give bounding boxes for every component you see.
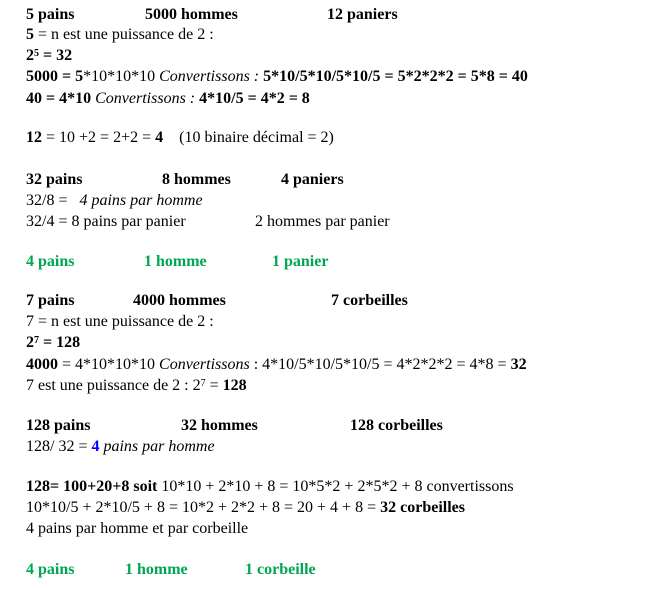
s1-header-hommes: 5000 hommes xyxy=(145,6,238,23)
s4-128-a: 128= 100+20+8 soit xyxy=(26,478,158,495)
s3-line-4000 xyxy=(26,355,527,375)
s3-7power-a: 7 est une puissance de 2 : 2 xyxy=(26,377,201,394)
s2-line-div4 xyxy=(26,212,186,232)
s3-4000-result: 32 xyxy=(510,356,527,373)
s4-header-corb: 128 corbeilles xyxy=(350,417,443,434)
s1-5000-a: 5000 = 5 xyxy=(26,68,84,85)
s1-5000-b: *10*10*10 xyxy=(83,68,160,85)
s3-line-power: 7 = n est une puissance de 2 : xyxy=(26,313,214,330)
s1-exp-base: 2 xyxy=(26,47,34,64)
s1-line-40 xyxy=(26,89,310,109)
s1-line-12 xyxy=(26,128,334,148)
s1-exp-result: = 32 xyxy=(39,47,73,64)
s1-exp-power: 5 xyxy=(34,48,39,59)
s1-line-5000 xyxy=(26,67,528,87)
s1-12-a: 12 xyxy=(26,129,42,146)
s1-line-exp xyxy=(26,46,72,66)
s2-green-panier: 1 panier xyxy=(272,253,329,270)
s2-header-hommes: 8 hommes xyxy=(162,171,231,188)
s3-7power-result: 128 xyxy=(222,377,247,394)
s4-green-corb: 1 corbeille xyxy=(245,561,316,578)
s1-40-conv: Convertissons : xyxy=(95,90,200,107)
s3-exp-base: 2 xyxy=(26,334,34,351)
s3-exp-power: 7 xyxy=(34,335,39,346)
s2-green-homme: 1 homme xyxy=(144,253,207,270)
s4-128-b: 10*10 + 2*10 + 8 = 10*5*2 + 2*5*2 + 8 convertissons xyxy=(157,478,514,495)
s4-header-pains: 128 pains xyxy=(26,417,91,434)
s4-header-hommes: 32 hommes xyxy=(181,417,258,434)
s4-line-conv xyxy=(26,498,465,518)
s2-div8-a: 32/8 = xyxy=(26,192,80,209)
s4-conv-result: 32 corbeilles xyxy=(380,499,465,516)
s2-green-pains: 4 pains xyxy=(26,253,75,270)
s3-4000-b: = 4*10*10*10 xyxy=(58,356,160,373)
s1-12-c: 4 xyxy=(155,129,164,146)
s4-green-homme: 1 homme xyxy=(125,561,188,578)
s3-header-pains: 7 pains xyxy=(26,292,75,309)
s3-4000-a: 4000 xyxy=(26,356,58,373)
s1-five: 5 xyxy=(26,26,34,43)
s1-header xyxy=(26,5,74,25)
s3-4000-d: : 4*10/5*10/5*10/5 = 4*2*2*2 = 4*8 = xyxy=(249,356,511,373)
s2-div4-b: 2 hommes par panier xyxy=(255,213,390,230)
s2-div8-result: 4 pains par homme xyxy=(79,192,203,209)
s3-header-hommes: 4000 hommes xyxy=(133,292,226,309)
s3-line-7power xyxy=(26,376,247,396)
s2-header-pains: 32 pains xyxy=(26,171,83,188)
s1-5000-conv: Convertissons : xyxy=(159,68,264,85)
s2-div4-a: 32/4 = 8 pains par panier xyxy=(26,213,186,230)
s4-green-pains: 4 pains xyxy=(26,561,75,578)
s4-line-128 xyxy=(26,477,514,497)
s1-40-a: 40 = 4*10 xyxy=(26,90,96,107)
s4-div-four: 4 xyxy=(91,438,100,455)
s3-exp-result: = 128 xyxy=(39,334,81,351)
s4-line-summary: 4 pains par homme et par corbeille xyxy=(26,520,249,537)
s1-12-b: = 10 +2 = 2+2 = xyxy=(42,129,156,146)
s1-header-pains: 5 pains xyxy=(26,6,75,23)
s4-conv-a: 10*10/5 + 2*10/5 + 8 = 10*2 + 2*2 + 8 = 20 + 4 + 8 = xyxy=(26,499,381,516)
s1-header-paniers: 12 paniers xyxy=(327,6,398,23)
s1-5000-result: 5*10/5*10/5*10/5 = 5*2*2*2 = 5*8 = 40 xyxy=(263,68,528,85)
s4-div-a: 128/ 32 = xyxy=(26,438,92,455)
s3-line-exp xyxy=(26,333,80,353)
s1-line-power xyxy=(26,25,214,45)
s2-line-div8 xyxy=(26,191,203,211)
s4-line-div xyxy=(26,437,215,457)
s2-header-paniers: 4 paniers xyxy=(281,171,344,188)
s1-power-text: = n est une puissance de 2 : xyxy=(34,26,214,43)
s3-7power-b: = xyxy=(205,377,223,394)
s4-div-c: pains par homme xyxy=(99,438,215,455)
s1-40-result: 4*10/5 = 4*2 = 8 xyxy=(199,90,310,107)
s3-header-corb: 7 corbeilles xyxy=(331,292,408,309)
s1-12-note: (10 binaire décimal = 2) xyxy=(163,129,334,146)
s3-7power-exp: 7 xyxy=(200,378,206,389)
s3-4000-conv: Convertissons xyxy=(159,356,250,373)
